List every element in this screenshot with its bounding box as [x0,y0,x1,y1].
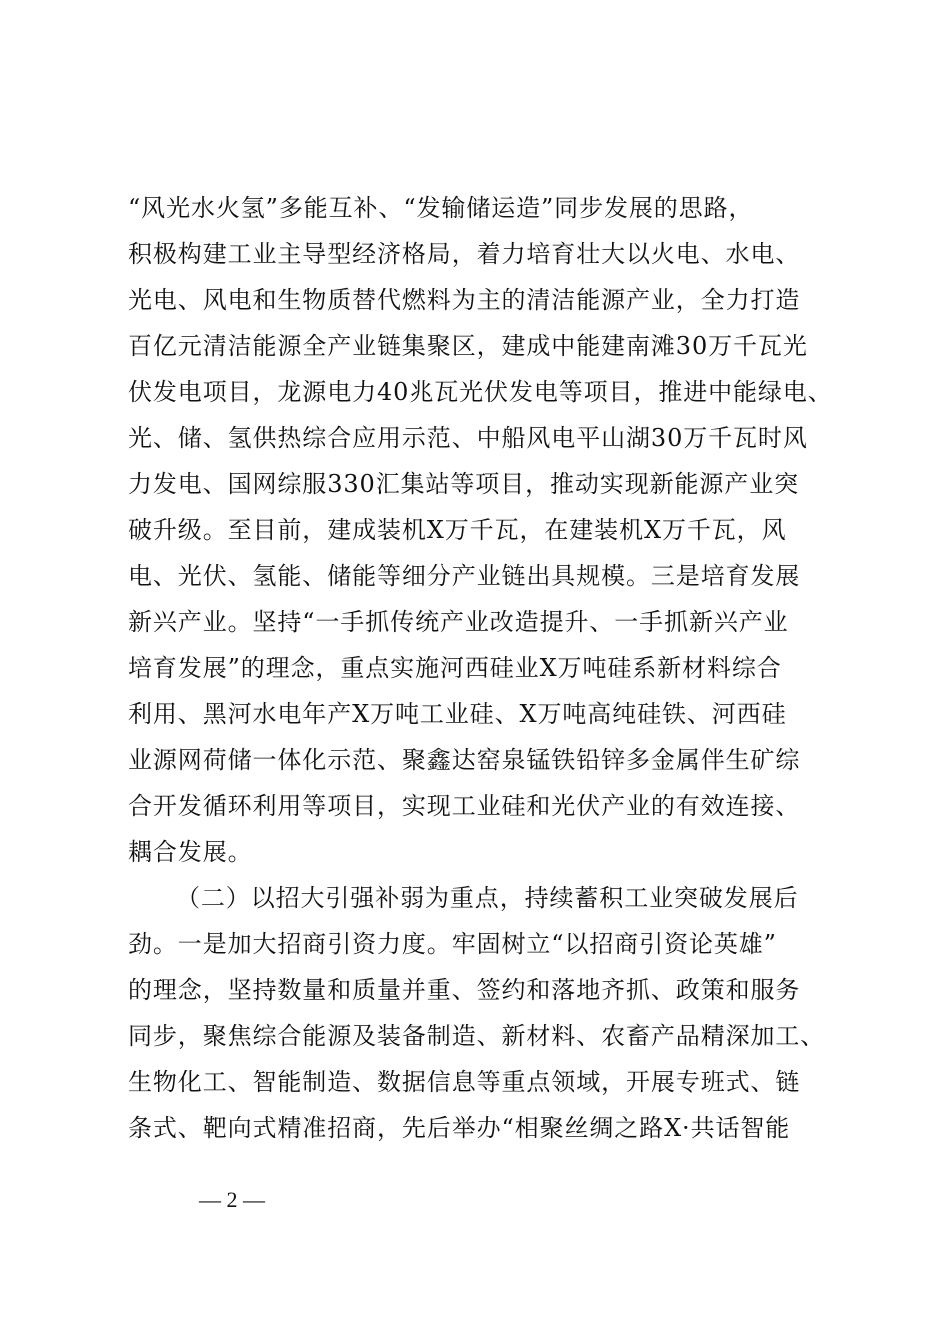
section-heading-line: （二）以招大引强补弱为重点，持续蓄积工业突破发展后 [176,884,799,912]
text-line: 劲。一是加大招商引资力度。牢固树立“以招商引资论英雄” [128,930,777,958]
text-line: 电、光伏、氢能、储能等细分产业链出具规模。三是培育发展 [128,562,801,590]
text-line: 新兴产业。坚持“一手抓传统产业改造提升、一手抓新兴产业 [128,608,789,636]
text-line: 光、储、氢供热综合应用示范、中船风电平山湖30万千瓦时风 [128,424,808,452]
text-line: 同步，聚焦综合能源及装备制造、新材料、农畜产品精深加工、 [128,1022,826,1050]
text-line: 利用、黑河水电年产X万吨工业硅、X万吨高纯硅铁、河西硅 [128,700,787,728]
text-line: 积极构建工业主导型经济格局，着力培育壮大以火电、水电、 [128,240,801,268]
text-line: 百亿元清洁能源全产业链集聚区，建成中能建南滩30万千瓦光 [128,332,808,360]
text-line: 业源网荷储一体化示范、聚鑫达窑泉锰铁铅锌多金属伴生矿综 [128,746,801,774]
text-line: 的理念，坚持数量和质量并重、签约和落地齐抓、政策和服务 [128,976,801,1004]
text-line: 破升级。至目前，建成装机X万千瓦，在建装机X万千瓦，风 [128,516,787,544]
text-line: 生物化工、智能制造、数据信息等重点领域，开展专班式、链 [128,1068,801,1096]
text-line: “风光水火氢”多能互补、“发输储运造”同步发展的思路， [128,194,754,222]
text-line: 光电、风电和生物质替代燃料为主的清洁能源产业，全力打造 [128,286,801,314]
text-line: 条式、靶向式精准招商，先后举办“相聚丝绸之路X·共话智能 [128,1114,791,1142]
text-line: 力发电、国网综服330汇集站等项目，推动实现新能源产业突 [128,470,800,498]
text-line: 耦合发展。 [128,838,253,866]
text-line: 合开发循环利用等项目，实现工业硅和光伏产业的有效连接、 [128,792,801,820]
text-line: 培育发展”的理念，重点实施河西硅业X万吨硅系新材料综合 [128,654,782,682]
page-number: — 2 — [199,1187,265,1212]
text-line: 伏发电项目，龙源电力40兆瓦光伏发电等项目，推进中能绿电、 [128,378,833,406]
